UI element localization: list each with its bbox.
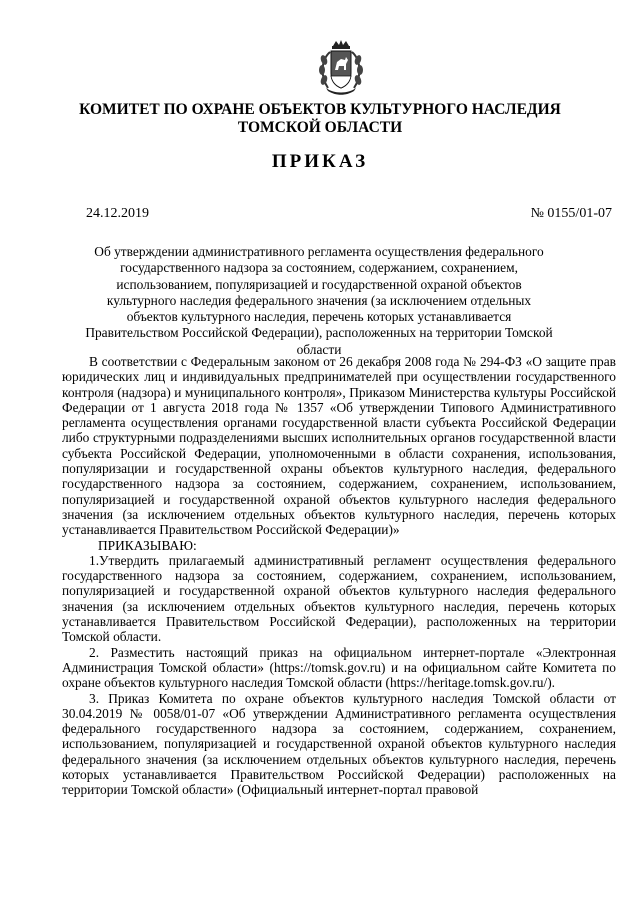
tomsk-coat-of-arms-icon: [318, 40, 364, 96]
document-body: [62, 354, 616, 798]
order-item-1: 1.Утвердить прилагаемый административный регламент осуществления федерального государственного надзора за состоянием, содержанием, сохранением, использованием, популяризацией и государственной охраной объектов культурного наследия федерального значения (за исключением отдельных объектов культурного наследия, перечень которых устанавливается Правительством Российской Федерации), расположенных на территории Томской области.: [62, 552, 616, 645]
order-item-2: 2. Разместить настоящий приказ на официальном интернет-портале «Электронная Администрация Томской области» (https://tomsk.gov.ru) и на официальном сайте Комитета по охране объектов культурного наследия Томской области (https://heritage.tomsk.gov.ru/).: [62, 644, 616, 691]
organization-name-line2: ТОМСКОЙ ОБЛАСТИ: [237, 119, 403, 136]
order-item-3: 3. Приказ Комитета по охране объектов культурного наследия Томской области от 30.04.2019 № 0058/01-07 «Об утверждении Административного регламента осуществления федерального государственного надзора за состоянием, содержанием, сохранением, использованием, популяризацией и государственной охраной объектов культурного наследия федерального значения (за исключением отдельных объектов культурного наследия, перечень которых устанавливается Правительством Российской Федерации) расположенных на территории Томской области» (Официальный интернет-портал правовой: [62, 690, 616, 798]
document-date: 24.12.2019: [86, 206, 149, 221]
document-number: № 0155/01-07: [530, 206, 612, 221]
document-type-title: ПРИКАЗ: [271, 151, 369, 172]
order-word: ПРИКАЗЫВАЮ:: [98, 537, 197, 553]
organization-name-line1: КОМИТЕТ ПО ОХРАНЕ ОБЪЕКТОВ КУЛЬТУРНОГО НАСЛЕДИЯ: [79, 101, 561, 118]
document-subject: Об утверждении административного регламента осуществления федерального государственного надзора за состоянием, содержанием, сохранением, использованием, популяризацией и государственной охраной объектов культурного наследия федерального значения (за исключением отдельных объектов культурного наследия, перечень которых устанавливается Правительством Российской Федерации), расположенных на территории Томской области: [85, 244, 553, 357]
preamble-paragraph: В соответствии с Федеральным законом от 26 декабря 2008 года № 294-ФЗ «О защите прав юридических лиц и индивидуальных предпринимателей при осуществлении государственного контроля (надзора) и муниципального контроля», Приказом Министерства культуры Российской Федерации от 1 августа 2018 года № 1357 «Об утверждении Типового Административного регламента осуществления органами государственной власти субъекта Российской Федерации либо структурными подразделениями высших исполнительных органов государственной власти субъекта Российской Федерации, уполномоченными в области сохранения, использования, популяризации и государственной охраны объектов культурного наследия, федерального государственного надзора за состоянием, содержанием, сохранением, использованием, популяризацией и государственной охраной объектов культурного наследия федерального значения (за исключением отдельных объектов культурного наследия, перечень которых устанавливается Правительством Российской Федерации)»: [62, 354, 616, 538]
